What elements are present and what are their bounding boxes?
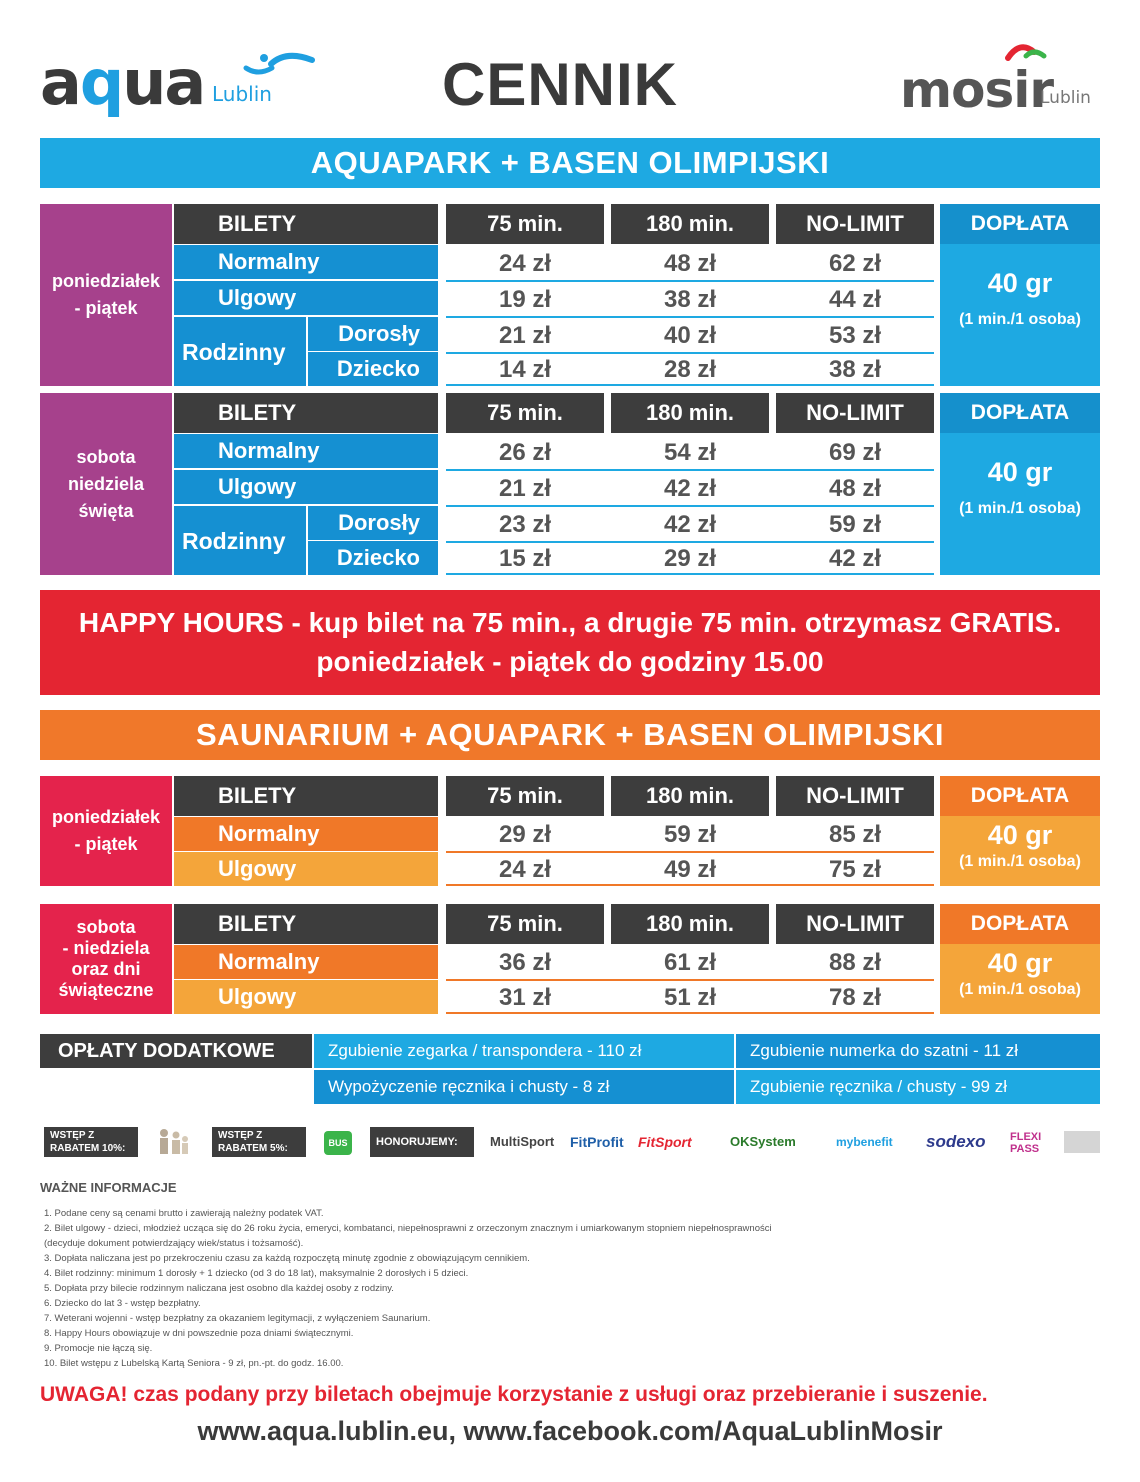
surcharge-value: 40 gr [987, 268, 1053, 298]
price-cell: 24 zł [498, 856, 552, 883]
price-cell: 40 zł [663, 322, 717, 349]
header-75min: 75 min. [446, 204, 604, 244]
logo-word: mosir [900, 61, 1054, 119]
surcharge-panel [940, 393, 1100, 575]
wave-icon [216, 48, 316, 78]
header-180min: 180 min. [611, 393, 769, 433]
price-cell: 29 zł [498, 821, 552, 848]
note-item: 1. Podane ceny są cenami brutto i zawierają należny podatek VAT. [44, 1208, 324, 1219]
family-icon [154, 1125, 192, 1159]
fee-item: Zgubienie zegarka / transpondera - 110 zł [314, 1034, 734, 1068]
surcharge-note: (1 min./1 osoba) [959, 981, 1081, 998]
note-item: 2. Bilet ulgowy - dzieci, młodzież ucząca się do 26 roku życia, emeryci, kombatanci, niepełnosprawni z orzeczonym znacznym i umiarkowanym stopniem niepełnosprawności [44, 1223, 772, 1234]
price-cell: 21 zł [498, 475, 552, 502]
header-surcharge: DOPŁATA [940, 393, 1100, 433]
surcharge-note: (1 min./1 osoba) [959, 853, 1081, 870]
header-180min: 180 min. [611, 204, 769, 244]
row-label-child: Dziecko [308, 352, 438, 386]
header-tickets: BILETY [174, 204, 438, 244]
logo-city: Lublin [1040, 88, 1091, 108]
price-block-weekday-saunarium [40, 776, 1100, 886]
divider [446, 573, 934, 575]
bus-logo: BUS [324, 1131, 352, 1155]
header-surcharge: DOPŁATA [940, 904, 1100, 944]
honor-badge: HONORUJEMY: [370, 1127, 474, 1157]
fitsport-logo: FitSport [638, 1134, 692, 1150]
price-cell: 23 zł [498, 511, 552, 538]
discount-badge: WSTĘP Z RABATEM 10%: [44, 1127, 138, 1157]
header-tickets: BILETY [174, 904, 438, 944]
fee-item: Zgubienie numerka do szatni - 11 zł [736, 1034, 1100, 1068]
note-item: 7. Weterani wojenni - wstęp bezpłatny za okazaniem legitymacji, z wyłączeniem Saunarium. [44, 1313, 431, 1324]
mosir-lublin-logo [900, 40, 1100, 119]
note-item: 5. Dopłata przy bilecie rodzinnym naliczana jest osobno dla każdej osoby z rodziny. [44, 1283, 394, 1294]
row-label-adult: Dorosły [308, 506, 438, 540]
day-label: poniedziałek - piątek [40, 204, 172, 386]
price-cell: 36 zł [498, 949, 552, 976]
surcharge-note: (1 min./1 osoba) [959, 311, 1081, 328]
surcharge-value: 40 gr [987, 948, 1053, 978]
note-item: 8. Happy Hours obowiązuje w dni powszednie poza dniami świątecznymi. [44, 1328, 354, 1339]
header-nolimit: NO-LIMIT [776, 776, 934, 816]
header-surcharge: DOPŁATA [940, 776, 1100, 816]
page-title: CENNIK [441, 51, 678, 118]
price-cell: 14 zł [498, 356, 552, 383]
price-cell: 59 zł [828, 511, 882, 538]
section-banner-saunarium: SAUNARIUM + AQUAPARK + BASEN OLIMPIJSKI [40, 710, 1100, 760]
warning-text: UWAGA! czas podany przy biletach obejmuje korzystanie z usługi oraz przebieranie i suszenie. [40, 1383, 988, 1406]
row-label-family: Rodzinny [174, 317, 306, 386]
divider [446, 884, 934, 886]
row-label-reduced: Ulgowy [174, 281, 438, 315]
price-cell: 88 zł [828, 949, 882, 976]
flexipass-logo: FLEXI PASS [1010, 1131, 1042, 1155]
extra-fees-title: OPŁATY DODATKOWE [40, 1034, 312, 1068]
aqua-lublin-logo [40, 48, 280, 118]
price-cell: 42 zł [828, 545, 882, 572]
note-item: 4. Bilet rodzinny: minimum 1 dorosły + 1 dziecko (od 3 do 18 lat), maksymalnie 2 dorosłych i 5 dzieci. [44, 1268, 469, 1279]
price-cell: 85 zł [828, 821, 882, 848]
mybenefit-logo: mybenefit [836, 1135, 893, 1149]
header-180min: 180 min. [611, 904, 769, 944]
note-item: 3. Dopłata naliczana jest po przekroczeniu czasu za każdą rozpoczętą minutę zgodnie z obowiązującym cennikiem. [44, 1253, 530, 1264]
price-block-weekend-saunarium [40, 904, 1100, 1014]
row-label-normal: Normalny [174, 817, 438, 851]
header-180min: 180 min. [611, 776, 769, 816]
day-label: sobota niedziela święta [40, 393, 172, 575]
price-cell: 75 zł [828, 856, 882, 883]
price-cell: 31 zł [498, 984, 552, 1011]
header-75min: 75 min. [446, 393, 604, 433]
header-tickets: BILETY [174, 776, 438, 816]
header-tickets: BILETY [174, 393, 438, 433]
row-label-normal: Normalny [174, 434, 438, 468]
price-cell: 24 zł [498, 250, 552, 277]
price-cell: 15 zł [498, 545, 552, 572]
price-cell: 38 zł [663, 286, 717, 313]
price-cell: 62 zł [828, 250, 882, 277]
row-label-adult: Dorosły [308, 317, 438, 351]
price-cell: 26 zł [498, 439, 552, 466]
price-cell: 61 zł [663, 949, 717, 976]
price-cell: 53 zł [828, 322, 882, 349]
price-cell: 38 zł [828, 356, 882, 383]
surcharge-panel [940, 776, 1100, 886]
day-label: sobota - niedziela oraz dni świąteczne [40, 904, 172, 1014]
notes-list [44, 1206, 944, 1371]
row-label-normal: Normalny [174, 945, 438, 979]
price-cell: 19 zł [498, 286, 552, 313]
divider [446, 1012, 934, 1014]
note-item: (decyduje dokument potwierdzający wiek/status i tożsamość). [44, 1238, 304, 1249]
price-cell: 49 zł [663, 856, 717, 883]
website-links[interactable]: www.aqua.lublin.eu, www.facebook.com/AquaLublinMosir [197, 1416, 943, 1446]
happy-hours-line1: HAPPY HOURS - kup bilet na 75 min., a drugie 75 min. otrzymasz GRATIS. [78, 607, 1062, 638]
surcharge-panel [940, 904, 1100, 1014]
price-cell: 54 zł [663, 439, 717, 466]
row-label-reduced: Ulgowy [174, 980, 438, 1014]
fee-item: Zgubienie ręcznika / chusty - 99 zł [736, 1070, 1100, 1104]
price-block-weekend-aquapark [40, 393, 1100, 575]
price-cell: 59 zł [663, 821, 717, 848]
price-block-weekday-aquapark [40, 204, 1100, 386]
surcharge-panel [940, 204, 1100, 386]
price-cell: 42 zł [663, 475, 717, 502]
day-label: poniedziałek - piątek [40, 776, 172, 886]
oksystem-logo: OKSystem [730, 1134, 796, 1149]
price-cell: 21 zł [498, 322, 552, 349]
row-label-reduced: Ulgowy [174, 470, 438, 504]
header-75min: 75 min. [446, 776, 604, 816]
info-title: WAŻNE INFORMACJE [40, 1180, 177, 1195]
price-cell: 42 zł [663, 511, 717, 538]
price-cell: 28 zł [663, 356, 717, 383]
header-surcharge: DOPŁATA [940, 204, 1100, 244]
header-nolimit: NO-LIMIT [776, 204, 934, 244]
header-nolimit: NO-LIMIT [776, 904, 934, 944]
price-cell: 69 zł [828, 439, 882, 466]
price-cell: 51 zł [663, 984, 717, 1011]
price-cell: 44 zł [828, 286, 882, 313]
discount-badge: WSTĘP Z RABATEM 5%: [212, 1127, 306, 1157]
logo-word: aqua [40, 46, 205, 119]
surcharge-note: (1 min./1 osoba) [959, 500, 1081, 517]
note-item: 10. Bilet wstępu z Lubelską Kartą Seniora - 9 zł, pn.-pt. do godz. 16.00. [44, 1358, 344, 1369]
row-label-normal: Normalny [174, 245, 438, 279]
divider [446, 384, 934, 386]
row-label-family: Rodzinny [174, 506, 306, 575]
header-75min: 75 min. [446, 904, 604, 944]
logo-city: Lublin [212, 82, 272, 106]
partners-strip [40, 1125, 1100, 1159]
header-nolimit: NO-LIMIT [776, 393, 934, 433]
surcharge-value: 40 gr [987, 457, 1053, 487]
card-icon [1064, 1131, 1100, 1153]
fitprofit-logo: FitProfit [570, 1134, 624, 1150]
multisport-logo: MultiSport [490, 1134, 555, 1149]
section-banner-aquapark: AQUAPARK + BASEN OLIMPIJSKI [40, 138, 1100, 188]
surcharge-value: 40 gr [987, 820, 1053, 850]
row-label-child: Dziecko [308, 541, 438, 575]
note-item: 6. Dziecko do lat 3 - wstęp bezpłatny. [44, 1298, 201, 1309]
sodexo-logo: sodexo [926, 1132, 986, 1151]
note-item: 9. Promocje nie łączą się. [44, 1343, 153, 1354]
price-cell: 48 zł [663, 250, 717, 277]
fee-item: Wypożyczenie ręcznika i chusty - 8 zł [314, 1070, 734, 1104]
row-label-reduced: Ulgowy [174, 852, 438, 886]
price-cell: 48 zł [828, 475, 882, 502]
price-cell: 78 zł [828, 984, 882, 1011]
happy-hours-line2: poniedziałek - piątek do godziny 15.00 [316, 646, 824, 677]
happy-hours-banner [40, 590, 1100, 695]
price-cell: 29 zł [663, 545, 717, 572]
